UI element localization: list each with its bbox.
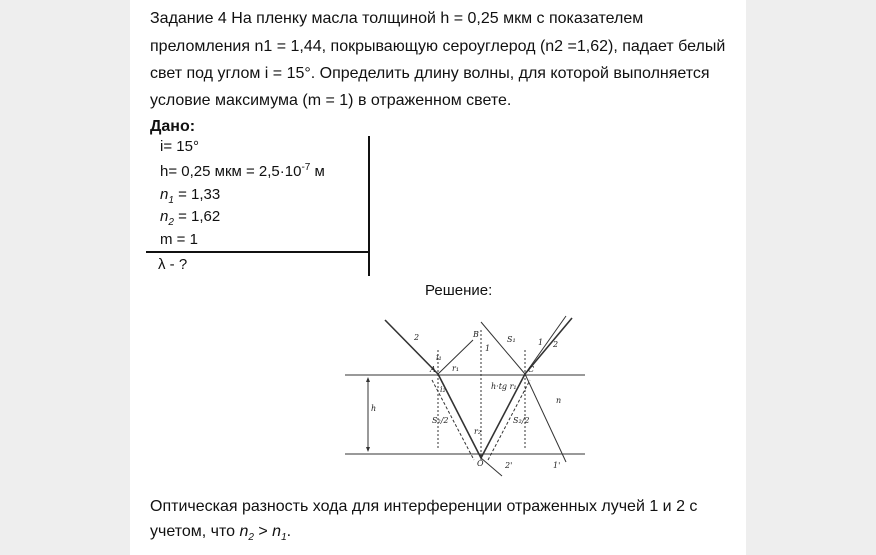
label-s2half-right: S₂/2	[513, 416, 530, 425]
given-order: m = 1	[160, 231, 198, 248]
label-s2half-left: S₂/2	[432, 416, 449, 425]
label-ray-2: 2	[414, 333, 420, 342]
given-n2-value: = 1,62	[173, 208, 221, 225]
label-ray-2-reflected: 2	[553, 340, 559, 349]
thickness-arrow-head-top	[366, 377, 370, 382]
interference-diagram	[340, 310, 600, 478]
transmitted-ray-1p	[525, 374, 566, 462]
problem-line-4: условие максимума (m = 1) в отраженном свете.	[150, 92, 512, 109]
problem-line-3: свет под углом i = 15°. Определить длину волны, для которой выполняется	[150, 65, 710, 82]
label-ray-1-prime: 1'	[553, 461, 561, 470]
label-r1: r₁	[452, 364, 460, 373]
footer-line-1: Оптическая разность хода для интерференции отраженных лучей 1 и 2 с	[150, 498, 698, 515]
given-divider-horizontal	[146, 251, 370, 253]
given-n2	[160, 208, 220, 228]
footer-n2-sub: 2	[248, 532, 254, 544]
label-ray-1: 1	[538, 338, 544, 347]
footer-line-2	[150, 519, 291, 551]
label-n: n	[556, 396, 562, 405]
label-O: O	[477, 459, 484, 468]
given-n2-sub: 2	[168, 217, 174, 228]
label-A: A	[430, 365, 436, 374]
footer-dot: .	[286, 523, 292, 540]
given-title: Дано:	[150, 118, 196, 135]
label-i2: i₂	[440, 385, 446, 394]
label-one-mark: 1	[485, 344, 491, 353]
label-h: h	[371, 404, 377, 413]
given-divider-vertical	[368, 136, 370, 276]
left-margin	[0, 0, 130, 555]
given-n1-symbol: n	[160, 186, 169, 203]
find-lambda: λ - ?	[158, 256, 188, 273]
given-n2-symbol: n	[160, 208, 169, 225]
given-n1-sub: 1	[168, 195, 174, 206]
label-B: B	[473, 330, 479, 339]
problem-line-1: Задание 4 На пленку масла толщиной h = 0,25 мкм с показателем	[150, 10, 644, 27]
given-thickness	[160, 162, 325, 180]
label-s1: S₁	[507, 335, 516, 344]
given-thickness-exp: -7	[301, 162, 311, 173]
label-ray-2-prime: 2'	[505, 461, 513, 470]
label-C: C	[528, 365, 535, 374]
given-thickness-main: h= 0,25 мкм = 2,5·10	[160, 163, 302, 180]
footer-n2-symbol: n	[239, 523, 249, 540]
label-r2: r₂	[474, 427, 482, 436]
right-margin	[746, 0, 876, 555]
given-n1	[160, 186, 220, 206]
footer-n1-sub: 1	[281, 532, 287, 544]
label-htg: h·tg r₁	[491, 382, 517, 391]
given-angle: i= 15°	[160, 138, 199, 155]
footer-gt: >	[253, 523, 273, 540]
footer-n1-symbol: n	[272, 523, 282, 540]
given-thickness-unit: м	[310, 163, 325, 180]
label-i1: i₁	[436, 353, 442, 362]
solution-title: Решение:	[425, 282, 493, 299]
thickness-arrow-head-bottom	[366, 447, 370, 452]
problem-line-2: преломления n1 = 1,44, покрывающую сероуглерод (n2 =1,62), падает белый	[150, 38, 726, 55]
given-n1-value: = 1,33	[173, 186, 221, 203]
transmitted-ray-2p	[481, 458, 502, 476]
footer-line-2-pre: учетом, что	[150, 523, 240, 540]
